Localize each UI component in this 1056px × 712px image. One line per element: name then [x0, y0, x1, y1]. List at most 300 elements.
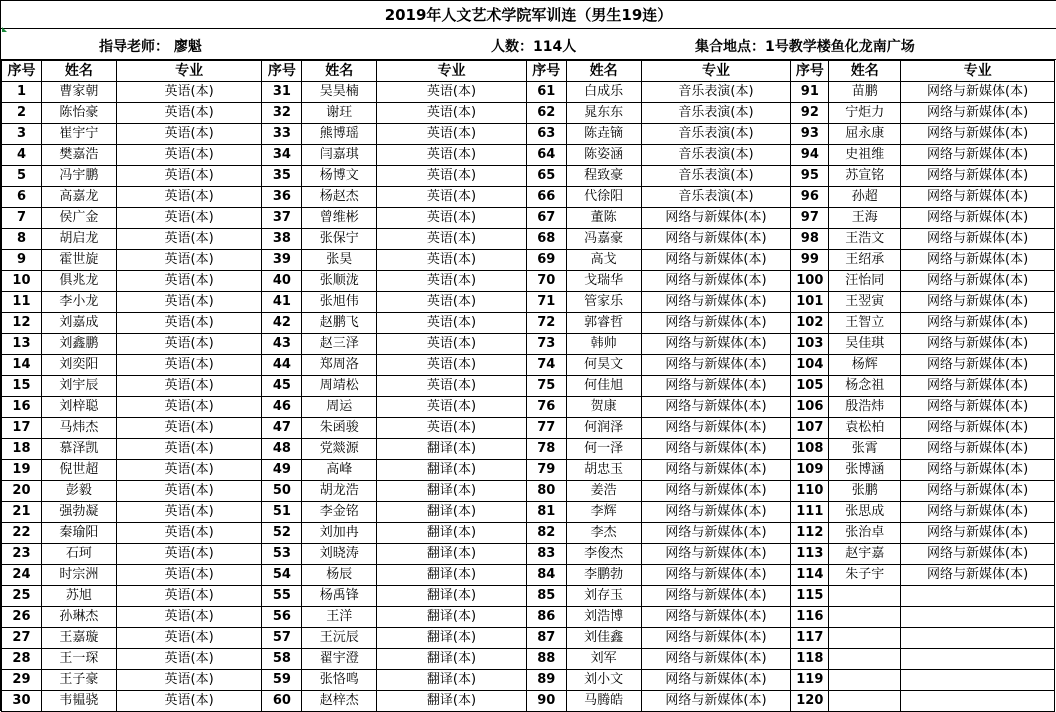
- roster-major-cell[interactable]: 音乐表演(本): [641, 103, 791, 124]
- roster-major-cell[interactable]: 网络与新媒体(本): [901, 271, 1055, 292]
- roster-name-cell[interactable]: 朱函骏: [302, 418, 377, 439]
- roster-no-cell[interactable]: 46: [262, 397, 302, 418]
- roster-name-cell[interactable]: 刘小文: [566, 670, 641, 691]
- roster-major-cell[interactable]: 网络与新媒体(本): [641, 334, 791, 355]
- roster-major-cell[interactable]: 英语(本): [377, 397, 527, 418]
- roster-major-cell[interactable]: 网络与新媒体(本): [641, 607, 791, 628]
- roster-name-cell[interactable]: 秦瑜阳: [41, 523, 116, 544]
- roster-major-cell[interactable]: 网络与新媒体(本): [641, 418, 791, 439]
- roster-major-cell[interactable]: 网络与新媒体(本): [641, 565, 791, 586]
- roster-no-cell[interactable]: 89: [526, 670, 566, 691]
- roster-major-cell[interactable]: [901, 607, 1055, 628]
- roster-name-cell[interactable]: 王绍承: [829, 250, 901, 271]
- roster-major-cell[interactable]: 英语(本): [116, 334, 262, 355]
- roster-major-cell[interactable]: 音乐表演(本): [641, 145, 791, 166]
- roster-major-cell[interactable]: [901, 670, 1055, 691]
- roster-name-cell[interactable]: 高峰: [302, 460, 377, 481]
- roster-name-cell[interactable]: 刘加冉: [302, 523, 377, 544]
- roster-name-cell[interactable]: 强勃凝: [41, 502, 116, 523]
- roster-major-cell[interactable]: 英语(本): [116, 523, 262, 544]
- roster-no-cell[interactable]: 65: [526, 166, 566, 187]
- roster-name-cell[interactable]: [829, 628, 901, 649]
- roster-name-cell[interactable]: 杨赵杰: [302, 187, 377, 208]
- roster-major-cell[interactable]: 翻译(本): [377, 544, 527, 565]
- roster-major-cell[interactable]: 英语(本): [116, 502, 262, 523]
- roster-name-cell[interactable]: [829, 670, 901, 691]
- roster-no-cell[interactable]: 32: [262, 103, 302, 124]
- roster-no-cell[interactable]: 1: [2, 82, 42, 103]
- roster-name-cell[interactable]: 俱兆龙: [41, 271, 116, 292]
- roster-name-cell[interactable]: 吴佳琪: [829, 334, 901, 355]
- roster-name-cell[interactable]: 赵宇嘉: [829, 544, 901, 565]
- roster-major-cell[interactable]: 网络与新媒体(本): [901, 565, 1055, 586]
- roster-name-cell[interactable]: 马腾皓: [566, 691, 641, 712]
- roster-no-cell[interactable]: 2: [2, 103, 42, 124]
- roster-no-cell[interactable]: 62: [526, 103, 566, 124]
- roster-no-cell[interactable]: 66: [526, 187, 566, 208]
- roster-major-cell[interactable]: 英语(本): [377, 82, 527, 103]
- roster-name-cell[interactable]: 冯宇鹏: [41, 166, 116, 187]
- roster-name-cell[interactable]: 王一琛: [41, 649, 116, 670]
- roster-name-cell[interactable]: 张保宁: [302, 229, 377, 250]
- roster-major-cell[interactable]: 网络与新媒体(本): [641, 481, 791, 502]
- roster-name-cell[interactable]: 王嘉璇: [41, 628, 116, 649]
- roster-name-cell[interactable]: 时宗洲: [41, 565, 116, 586]
- roster-major-cell[interactable]: [901, 649, 1055, 670]
- roster-no-cell[interactable]: 115: [791, 586, 829, 607]
- roster-no-cell[interactable]: 45: [262, 376, 302, 397]
- roster-name-cell[interactable]: 晁东东: [566, 103, 641, 124]
- roster-name-cell[interactable]: 冯嘉豪: [566, 229, 641, 250]
- roster-no-cell[interactable]: 61: [526, 82, 566, 103]
- roster-no-cell[interactable]: 64: [526, 145, 566, 166]
- roster-no-cell[interactable]: 7: [2, 208, 42, 229]
- roster-no-cell[interactable]: 28: [2, 649, 42, 670]
- roster-major-cell[interactable]: 网络与新媒体(本): [641, 292, 791, 313]
- roster-no-cell[interactable]: 72: [526, 313, 566, 334]
- roster-name-cell[interactable]: 贺康: [566, 397, 641, 418]
- roster-no-cell[interactable]: 31: [262, 82, 302, 103]
- roster-no-cell[interactable]: 85: [526, 586, 566, 607]
- roster-name-cell[interactable]: 宁炬力: [829, 103, 901, 124]
- roster-no-cell[interactable]: 10: [2, 271, 42, 292]
- roster-major-cell[interactable]: 英语(本): [116, 628, 262, 649]
- roster-name-cell[interactable]: 陈垚镝: [566, 124, 641, 145]
- roster-name-cell[interactable]: 屈永康: [829, 124, 901, 145]
- roster-name-cell[interactable]: 赵三泽: [302, 334, 377, 355]
- roster-major-cell[interactable]: 翻译(本): [377, 691, 527, 712]
- roster-major-cell[interactable]: 网络与新媒体(本): [901, 502, 1055, 523]
- roster-major-cell[interactable]: 英语(本): [116, 145, 262, 166]
- roster-major-cell[interactable]: 音乐表演(本): [641, 187, 791, 208]
- roster-no-cell[interactable]: 9: [2, 250, 42, 271]
- roster-no-cell[interactable]: 105: [791, 376, 829, 397]
- roster-major-cell[interactable]: 网络与新媒体(本): [901, 187, 1055, 208]
- roster-major-cell[interactable]: 翻译(本): [377, 649, 527, 670]
- roster-major-cell[interactable]: 网络与新媒体(本): [641, 313, 791, 334]
- roster-name-cell[interactable]: 苏宣铭: [829, 166, 901, 187]
- roster-no-cell[interactable]: 112: [791, 523, 829, 544]
- roster-name-cell[interactable]: 白成乐: [566, 82, 641, 103]
- roster-major-cell[interactable]: 英语(本): [116, 82, 262, 103]
- roster-major-cell[interactable]: 英语(本): [116, 313, 262, 334]
- roster-major-cell[interactable]: [901, 586, 1055, 607]
- roster-major-cell[interactable]: 翻译(本): [377, 565, 527, 586]
- roster-no-cell[interactable]: 68: [526, 229, 566, 250]
- roster-name-cell[interactable]: 何昊文: [566, 355, 641, 376]
- roster-no-cell[interactable]: 92: [791, 103, 829, 124]
- roster-major-cell[interactable]: 翻译(本): [377, 607, 527, 628]
- roster-no-cell[interactable]: 90: [526, 691, 566, 712]
- roster-major-cell[interactable]: 网络与新媒体(本): [901, 334, 1055, 355]
- roster-no-cell[interactable]: 63: [526, 124, 566, 145]
- roster-no-cell[interactable]: 94: [791, 145, 829, 166]
- roster-name-cell[interactable]: 张旭伟: [302, 292, 377, 313]
- roster-major-cell[interactable]: [901, 691, 1055, 712]
- roster-no-cell[interactable]: 19: [2, 460, 42, 481]
- roster-name-cell[interactable]: 王翌寅: [829, 292, 901, 313]
- roster-major-cell[interactable]: 英语(本): [116, 607, 262, 628]
- roster-no-cell[interactable]: 47: [262, 418, 302, 439]
- roster-major-cell[interactable]: 网络与新媒体(本): [641, 439, 791, 460]
- roster-major-cell[interactable]: 英语(本): [377, 376, 527, 397]
- roster-no-cell[interactable]: 74: [526, 355, 566, 376]
- roster-major-cell[interactable]: 网络与新媒体(本): [641, 544, 791, 565]
- roster-major-cell[interactable]: 英语(本): [377, 418, 527, 439]
- roster-name-cell[interactable]: 刘存玉: [566, 586, 641, 607]
- roster-no-cell[interactable]: 48: [262, 439, 302, 460]
- roster-no-cell[interactable]: 57: [262, 628, 302, 649]
- roster-major-cell[interactable]: 英语(本): [116, 229, 262, 250]
- roster-no-cell[interactable]: 120: [791, 691, 829, 712]
- roster-name-cell[interactable]: 马炜杰: [41, 418, 116, 439]
- roster-no-cell[interactable]: 114: [791, 565, 829, 586]
- roster-name-cell[interactable]: 翟宇澄: [302, 649, 377, 670]
- roster-no-cell[interactable]: 27: [2, 628, 42, 649]
- roster-name-cell[interactable]: 周靖松: [302, 376, 377, 397]
- roster-no-cell[interactable]: 60: [262, 691, 302, 712]
- roster-major-cell[interactable]: 英语(本): [116, 649, 262, 670]
- roster-name-cell[interactable]: 韦韫骁: [41, 691, 116, 712]
- roster-name-cell[interactable]: 胡忠玉: [566, 460, 641, 481]
- roster-major-cell[interactable]: 翻译(本): [377, 502, 527, 523]
- roster-name-cell[interactable]: 张顺泷: [302, 271, 377, 292]
- roster-name-cell[interactable]: 王沅辰: [302, 628, 377, 649]
- roster-no-cell[interactable]: 37: [262, 208, 302, 229]
- roster-name-cell[interactable]: 陈怡豪: [41, 103, 116, 124]
- roster-no-cell[interactable]: 113: [791, 544, 829, 565]
- roster-major-cell[interactable]: 网络与新媒体(本): [641, 376, 791, 397]
- roster-name-cell[interactable]: 闫嘉琪: [302, 145, 377, 166]
- roster-no-cell[interactable]: 20: [2, 481, 42, 502]
- roster-no-cell[interactable]: 87: [526, 628, 566, 649]
- roster-name-cell[interactable]: 汪怡同: [829, 271, 901, 292]
- roster-no-cell[interactable]: 116: [791, 607, 829, 628]
- roster-name-cell[interactable]: 张治卓: [829, 523, 901, 544]
- roster-name-cell[interactable]: 刘奕阳: [41, 355, 116, 376]
- roster-name-cell[interactable]: 熊博瑶: [302, 124, 377, 145]
- roster-no-cell[interactable]: 101: [791, 292, 829, 313]
- roster-name-cell[interactable]: 张鹏: [829, 481, 901, 502]
- roster-major-cell[interactable]: 英语(本): [116, 124, 262, 145]
- roster-major-cell[interactable]: 英语(本): [116, 208, 262, 229]
- roster-name-cell[interactable]: 谢玨: [302, 103, 377, 124]
- roster-major-cell[interactable]: 网络与新媒体(本): [641, 628, 791, 649]
- roster-name-cell[interactable]: 刘浩博: [566, 607, 641, 628]
- roster-name-cell[interactable]: 高戈: [566, 250, 641, 271]
- roster-major-cell[interactable]: 英语(本): [116, 292, 262, 313]
- roster-major-cell[interactable]: 网络与新媒体(本): [641, 355, 791, 376]
- roster-no-cell[interactable]: 42: [262, 313, 302, 334]
- roster-name-cell[interactable]: 戈瑞华: [566, 271, 641, 292]
- roster-name-cell[interactable]: 何佳旭: [566, 376, 641, 397]
- roster-major-cell[interactable]: 英语(本): [377, 229, 527, 250]
- roster-no-cell[interactable]: 67: [526, 208, 566, 229]
- roster-name-cell[interactable]: 王智立: [829, 313, 901, 334]
- roster-no-cell[interactable]: 33: [262, 124, 302, 145]
- roster-no-cell[interactable]: 103: [791, 334, 829, 355]
- roster-no-cell[interactable]: 23: [2, 544, 42, 565]
- roster-major-cell[interactable]: 英语(本): [377, 292, 527, 313]
- roster-major-cell[interactable]: 英语(本): [377, 208, 527, 229]
- roster-major-cell[interactable]: 英语(本): [116, 439, 262, 460]
- roster-major-cell[interactable]: 网络与新媒体(本): [901, 292, 1055, 313]
- roster-major-cell[interactable]: 英语(本): [377, 166, 527, 187]
- roster-no-cell[interactable]: 79: [526, 460, 566, 481]
- roster-no-cell[interactable]: 110: [791, 481, 829, 502]
- roster-major-cell[interactable]: 英语(本): [116, 418, 262, 439]
- roster-major-cell[interactable]: 网络与新媒体(本): [901, 166, 1055, 187]
- roster-name-cell[interactable]: 孙超: [829, 187, 901, 208]
- roster-no-cell[interactable]: 75: [526, 376, 566, 397]
- roster-name-cell[interactable]: 张思成: [829, 502, 901, 523]
- roster-no-cell[interactable]: 59: [262, 670, 302, 691]
- roster-name-cell[interactable]: 杨念祖: [829, 376, 901, 397]
- roster-name-cell[interactable]: 胡启龙: [41, 229, 116, 250]
- roster-name-cell[interactable]: 郑周洛: [302, 355, 377, 376]
- roster-name-cell[interactable]: 韩帅: [566, 334, 641, 355]
- roster-no-cell[interactable]: 88: [526, 649, 566, 670]
- roster-major-cell[interactable]: 英语(本): [116, 691, 262, 712]
- roster-major-cell[interactable]: 网络与新媒体(本): [901, 208, 1055, 229]
- roster-no-cell[interactable]: 4: [2, 145, 42, 166]
- roster-no-cell[interactable]: 80: [526, 481, 566, 502]
- roster-major-cell[interactable]: 网络与新媒体(本): [901, 145, 1055, 166]
- roster-no-cell[interactable]: 17: [2, 418, 42, 439]
- roster-no-cell[interactable]: 30: [2, 691, 42, 712]
- roster-no-cell[interactable]: 96: [791, 187, 829, 208]
- roster-no-cell[interactable]: 82: [526, 523, 566, 544]
- roster-major-cell[interactable]: 英语(本): [377, 103, 527, 124]
- roster-major-cell[interactable]: 网络与新媒体(本): [641, 523, 791, 544]
- roster-no-cell[interactable]: 102: [791, 313, 829, 334]
- roster-major-cell[interactable]: 网络与新媒体(本): [901, 355, 1055, 376]
- roster-no-cell[interactable]: 93: [791, 124, 829, 145]
- roster-no-cell[interactable]: 97: [791, 208, 829, 229]
- roster-no-cell[interactable]: 14: [2, 355, 42, 376]
- roster-major-cell[interactable]: 网络与新媒体(本): [901, 124, 1055, 145]
- roster-major-cell[interactable]: 翻译(本): [377, 586, 527, 607]
- roster-no-cell[interactable]: 39: [262, 250, 302, 271]
- roster-major-cell[interactable]: 网络与新媒体(本): [641, 460, 791, 481]
- roster-name-cell[interactable]: 胡龙浩: [302, 481, 377, 502]
- roster-no-cell[interactable]: 91: [791, 82, 829, 103]
- roster-no-cell[interactable]: 107: [791, 418, 829, 439]
- roster-name-cell[interactable]: 刘军: [566, 649, 641, 670]
- roster-no-cell[interactable]: 3: [2, 124, 42, 145]
- roster-no-cell[interactable]: 22: [2, 523, 42, 544]
- roster-no-cell[interactable]: 81: [526, 502, 566, 523]
- roster-no-cell[interactable]: 109: [791, 460, 829, 481]
- roster-major-cell[interactable]: 英语(本): [116, 670, 262, 691]
- roster-no-cell[interactable]: 35: [262, 166, 302, 187]
- roster-major-cell[interactable]: 翻译(本): [377, 670, 527, 691]
- roster-name-cell[interactable]: 党燚源: [302, 439, 377, 460]
- roster-major-cell[interactable]: 网络与新媒体(本): [901, 250, 1055, 271]
- roster-major-cell[interactable]: 网络与新媒体(本): [901, 82, 1055, 103]
- roster-name-cell[interactable]: 姜浩: [566, 481, 641, 502]
- roster-name-cell[interactable]: [829, 649, 901, 670]
- roster-no-cell[interactable]: 99: [791, 250, 829, 271]
- roster-no-cell[interactable]: 95: [791, 166, 829, 187]
- roster-no-cell[interactable]: 18: [2, 439, 42, 460]
- roster-name-cell[interactable]: 苗鹏: [829, 82, 901, 103]
- roster-no-cell[interactable]: 83: [526, 544, 566, 565]
- roster-name-cell[interactable]: 李俊杰: [566, 544, 641, 565]
- roster-name-cell[interactable]: 管家乐: [566, 292, 641, 313]
- roster-major-cell[interactable]: 网络与新媒体(本): [901, 103, 1055, 124]
- roster-name-cell[interactable]: 刘佳鑫: [566, 628, 641, 649]
- roster-name-cell[interactable]: 李小龙: [41, 292, 116, 313]
- roster-no-cell[interactable]: 108: [791, 439, 829, 460]
- roster-major-cell[interactable]: 英语(本): [377, 145, 527, 166]
- roster-name-cell[interactable]: 杨禹锋: [302, 586, 377, 607]
- roster-no-cell[interactable]: 86: [526, 607, 566, 628]
- roster-major-cell[interactable]: 翻译(本): [377, 523, 527, 544]
- roster-no-cell[interactable]: 29: [2, 670, 42, 691]
- roster-major-cell[interactable]: 英语(本): [377, 271, 527, 292]
- roster-major-cell[interactable]: 英语(本): [116, 460, 262, 481]
- roster-major-cell[interactable]: 英语(本): [116, 355, 262, 376]
- roster-major-cell[interactable]: 网络与新媒体(本): [901, 460, 1055, 481]
- roster-name-cell[interactable]: 代徐阳: [566, 187, 641, 208]
- roster-name-cell[interactable]: 赵鹏飞: [302, 313, 377, 334]
- roster-no-cell[interactable]: 34: [262, 145, 302, 166]
- roster-name-cell[interactable]: 杨辰: [302, 565, 377, 586]
- roster-major-cell[interactable]: 翻译(本): [377, 460, 527, 481]
- roster-no-cell[interactable]: 43: [262, 334, 302, 355]
- roster-name-cell[interactable]: 倪世超: [41, 460, 116, 481]
- roster-name-cell[interactable]: 李杰: [566, 523, 641, 544]
- roster-no-cell[interactable]: 36: [262, 187, 302, 208]
- roster-major-cell[interactable]: 网络与新媒体(本): [641, 670, 791, 691]
- roster-no-cell[interactable]: 119: [791, 670, 829, 691]
- roster-name-cell[interactable]: 杨博文: [302, 166, 377, 187]
- roster-no-cell[interactable]: 77: [526, 418, 566, 439]
- roster-no-cell[interactable]: 54: [262, 565, 302, 586]
- roster-major-cell[interactable]: 网络与新媒体(本): [901, 376, 1055, 397]
- roster-no-cell[interactable]: 78: [526, 439, 566, 460]
- roster-name-cell[interactable]: 赵梓杰: [302, 691, 377, 712]
- roster-major-cell[interactable]: 网络与新媒体(本): [901, 313, 1055, 334]
- roster-name-cell[interactable]: 孙琳杰: [41, 607, 116, 628]
- roster-major-cell[interactable]: 网络与新媒体(本): [641, 649, 791, 670]
- roster-major-cell[interactable]: 音乐表演(本): [641, 124, 791, 145]
- roster-name-cell[interactable]: 王海: [829, 208, 901, 229]
- roster-major-cell[interactable]: 英语(本): [116, 271, 262, 292]
- roster-major-cell[interactable]: 英语(本): [116, 481, 262, 502]
- roster-major-cell[interactable]: 网络与新媒体(本): [641, 586, 791, 607]
- roster-major-cell[interactable]: 英语(本): [377, 355, 527, 376]
- roster-name-cell[interactable]: [829, 607, 901, 628]
- roster-name-cell[interactable]: 刘梓聪: [41, 397, 116, 418]
- roster-no-cell[interactable]: 15: [2, 376, 42, 397]
- roster-no-cell[interactable]: 8: [2, 229, 42, 250]
- roster-no-cell[interactable]: 12: [2, 313, 42, 334]
- roster-major-cell[interactable]: 音乐表演(本): [641, 166, 791, 187]
- roster-no-cell[interactable]: 26: [2, 607, 42, 628]
- roster-major-cell[interactable]: 翻译(本): [377, 481, 527, 502]
- roster-major-cell[interactable]: 英语(本): [116, 586, 262, 607]
- roster-no-cell[interactable]: 71: [526, 292, 566, 313]
- roster-major-cell[interactable]: 网络与新媒体(本): [641, 691, 791, 712]
- roster-no-cell[interactable]: 16: [2, 397, 42, 418]
- roster-name-cell[interactable]: [829, 691, 901, 712]
- roster-major-cell[interactable]: 英语(本): [116, 397, 262, 418]
- roster-major-cell[interactable]: 英语(本): [377, 334, 527, 355]
- roster-no-cell[interactable]: 117: [791, 628, 829, 649]
- roster-name-cell[interactable]: 张恪鸣: [302, 670, 377, 691]
- roster-major-cell[interactable]: 网络与新媒体(本): [901, 544, 1055, 565]
- roster-no-cell[interactable]: 51: [262, 502, 302, 523]
- roster-no-cell[interactable]: 24: [2, 565, 42, 586]
- roster-major-cell[interactable]: 网络与新媒体(本): [901, 397, 1055, 418]
- roster-major-cell[interactable]: 网络与新媒体(本): [901, 418, 1055, 439]
- roster-name-cell[interactable]: 曾维彬: [302, 208, 377, 229]
- roster-major-cell[interactable]: 网络与新媒体(本): [901, 439, 1055, 460]
- roster-name-cell[interactable]: 彭毅: [41, 481, 116, 502]
- roster-name-cell[interactable]: 刘鑫鹏: [41, 334, 116, 355]
- roster-no-cell[interactable]: 118: [791, 649, 829, 670]
- roster-no-cell[interactable]: 111: [791, 502, 829, 523]
- roster-no-cell[interactable]: 56: [262, 607, 302, 628]
- roster-major-cell[interactable]: 英语(本): [377, 313, 527, 334]
- roster-no-cell[interactable]: 25: [2, 586, 42, 607]
- roster-no-cell[interactable]: 76: [526, 397, 566, 418]
- roster-no-cell[interactable]: 6: [2, 187, 42, 208]
- roster-no-cell[interactable]: 13: [2, 334, 42, 355]
- roster-no-cell[interactable]: 84: [526, 565, 566, 586]
- roster-major-cell[interactable]: 英语(本): [116, 565, 262, 586]
- roster-name-cell[interactable]: 周运: [302, 397, 377, 418]
- roster-major-cell[interactable]: 网络与新媒体(本): [641, 229, 791, 250]
- roster-major-cell[interactable]: 英语(本): [116, 376, 262, 397]
- roster-no-cell[interactable]: 70: [526, 271, 566, 292]
- roster-name-cell[interactable]: 苏旭: [41, 586, 116, 607]
- roster-no-cell[interactable]: 106: [791, 397, 829, 418]
- roster-major-cell[interactable]: 英语(本): [377, 250, 527, 271]
- roster-major-cell[interactable]: [901, 628, 1055, 649]
- roster-major-cell[interactable]: 翻译(本): [377, 628, 527, 649]
- roster-major-cell[interactable]: 网络与新媒体(本): [901, 481, 1055, 502]
- roster-name-cell[interactable]: 李鹏勃: [566, 565, 641, 586]
- roster-name-cell[interactable]: 侯广金: [41, 208, 116, 229]
- roster-no-cell[interactable]: 5: [2, 166, 42, 187]
- roster-name-cell[interactable]: 刘晓涛: [302, 544, 377, 565]
- roster-name-cell[interactable]: 高嘉龙: [41, 187, 116, 208]
- roster-name-cell[interactable]: [829, 586, 901, 607]
- roster-no-cell[interactable]: 98: [791, 229, 829, 250]
